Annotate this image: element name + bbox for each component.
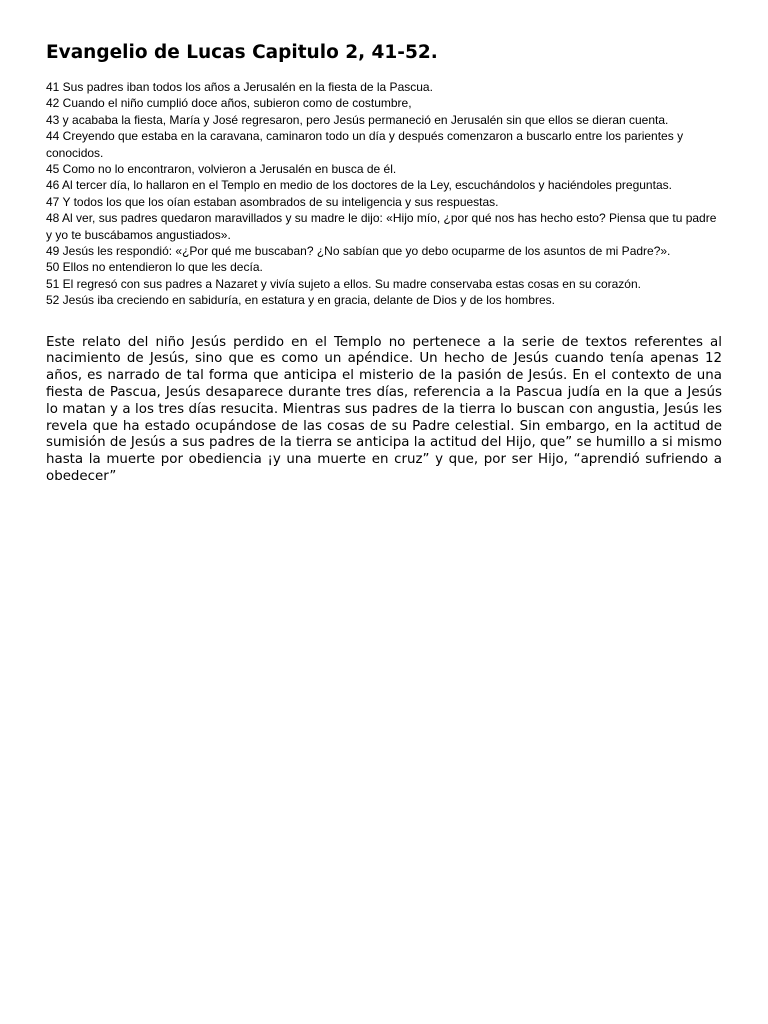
document-title: Evangelio de Lucas Capitulo 2, 41-52.	[46, 42, 438, 63]
verse-42: 42 Cuando el niño cumplió doce años, subieron como de costumbre,	[46, 96, 412, 111]
verse-45: 45 Como no lo encontraron, volvieron a Jerusalén en busca de él.	[46, 162, 397, 177]
verse-47: 47 Y todos los que los oían estaban asombrados de su inteligencia y sus respuestas.	[46, 194, 499, 209]
document-page	[46, 41, 722, 486]
verse-48: 48 Al ver, sus padres quedaron maravillados y su madre le dijo: «Hijo mío, ¿por qué nos has hecho esto? Piensa que tu padre y yo te buscábamos angustiados».	[46, 211, 717, 242]
verse-list	[46, 79, 722, 309]
verse-44: 44 Creyendo que estaba en la caravana, caminaron todo un día y después comenzaron a buscarlo entre los parientes y conocidos.	[46, 129, 684, 160]
verse-46: 46 Al tercer día, lo hallaron en el Templo en medio de los doctores de la Ley, escuchándolos y haciéndoles preguntas.	[46, 178, 672, 193]
verse-51: 51 El regresó con sus padres a Nazaret y vivía sujeto a ellos. Su madre conservaba estas cosas en su corazón.	[46, 276, 641, 291]
verse-49: 49 Jesús les respondió: «¿Por qué me buscaban? ¿No sabían que yo debo ocuparme de los asuntos de mi Padre?».	[46, 244, 671, 259]
verse-50: 50 Ellos no entendieron lo que les decía.	[46, 260, 263, 275]
commentary-paragraph: Este relato del niño Jesús perdido en el Templo no pertenece a la serie de textos referentes al nacimiento de Jesús, sino que es como un apéndice. Un hecho de Jesús cuando tenía apenas 12 años, es narrado de tal forma que anticipa el misterio de la pasión de Jesús. En el contexto de una fiesta de Pascua, Jesús desaparece durante tres días, referencia a la Pascua judía en la que a Jesús lo matan y a los tres días resucita. Mientras sus padres de la tierra lo buscan con angustia, Jesús les revela que ha estado ocupándose de las cosas de su Padre celestial. Sin embargo, en la actitud de sumisión de Jesús a sus padres de la tierra se anticipa la actitud del Hijo, que” se humillo a si mismo hasta la muerte por obediencia ¡y una muerte en cruz” y que, por ser Hijo, “aprendió sufriendo a obedecer”	[46, 334, 722, 485]
verse-43: 43 y acababa la fiesta, María y José regresaron, pero Jesús permaneció en Jerusalén sin que ellos se dieran cuenta.	[46, 112, 669, 127]
verse-52: 52 Jesús iba creciendo en sabiduría, en estatura y en gracia, delante de Dios y de los hombres.	[46, 293, 555, 308]
verse-41: 41 Sus padres iban todos los años a Jerusalén en la fiesta de la Pascua.	[46, 80, 433, 94]
